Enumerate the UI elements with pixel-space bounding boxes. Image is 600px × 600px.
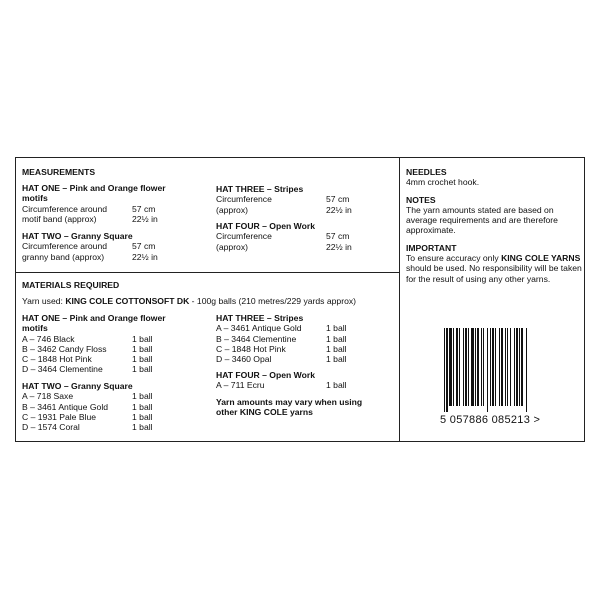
barcode-bar: [526, 328, 527, 412]
barcode-bar: [505, 328, 506, 406]
hat-four-cm: 57 cm: [326, 231, 350, 242]
item-label: D – 3464 Clementine: [22, 364, 103, 375]
list-item: [216, 380, 347, 390]
important-text: [406, 253, 582, 284]
mat-hat-one-title-line1: HAT ONE – Pink and Orange flower: [22, 313, 166, 323]
item-label: D – 3460 Opal: [216, 354, 272, 365]
list-item: [22, 344, 166, 354]
important-brand: KING COLE YARNS: [501, 253, 581, 264]
pattern-info-card: [15, 157, 585, 442]
barcode-bar: [501, 328, 503, 406]
important-heading: IMPORTANT: [406, 242, 457, 253]
materials-hat-three: [216, 313, 347, 364]
list-item: [216, 354, 347, 364]
item-qty: 1 ball: [326, 333, 347, 344]
item-qty: 1 ball: [132, 354, 153, 365]
item-label: B – 3462 Candy Floss: [22, 343, 107, 354]
hat-one-in: 22½ in: [132, 213, 158, 224]
mat-hat-four-title: HAT FOUR – Open Work: [216, 370, 315, 380]
hat-one-label-line1: Circumference around: [22, 203, 108, 214]
hat-three-title: HAT THREE – Stripes: [216, 184, 304, 194]
barcode-bar: [477, 328, 479, 406]
needles-heading: NEEDLES: [406, 167, 447, 177]
hat-four-label-line1: Circumference: [216, 231, 272, 242]
barcode-bar: [465, 328, 467, 406]
item-qty: 1 ball: [132, 401, 153, 412]
barcode-bar: [453, 328, 454, 406]
item-label: C – 1848 Hot Pink: [216, 343, 286, 354]
item-label: A – 718 Saxe: [22, 391, 74, 402]
item-label: A – 746 Black: [22, 333, 75, 344]
barcode-bar: [449, 328, 452, 406]
right-column: [406, 167, 582, 284]
hat-two-cm: 57 cm: [132, 241, 156, 252]
barcode-bar: [495, 328, 496, 406]
hat-two-label-line2: granny band (approx): [22, 251, 105, 262]
barcode-bar: [519, 328, 520, 406]
hat-one-label-line2: motif band (approx): [22, 213, 97, 224]
yarn-variation-note-line1: Yarn amounts may vary when using: [216, 397, 363, 407]
hat-three-label-line2: (approx): [216, 204, 248, 215]
item-qty: 1 ball: [326, 380, 347, 391]
needles-text: 4mm crochet hook.: [406, 177, 480, 188]
item-qty: 1 ball: [326, 323, 347, 334]
barcode-bar: [492, 328, 494, 406]
hat-three-in: 22½ in: [326, 204, 352, 215]
barcode-bars: [436, 328, 566, 414]
list-item: [22, 334, 166, 344]
barcode-bar: [507, 328, 508, 406]
list-item: [22, 354, 166, 364]
list-item: [22, 412, 153, 422]
barcode-digits: 5 057886 085213 >: [440, 414, 541, 426]
yarn-used-prefix: Yarn used:: [22, 296, 66, 306]
barcode-bar: [468, 328, 469, 406]
barcode-bar: [471, 328, 474, 406]
item-qty: 1 ball: [132, 422, 153, 433]
materials-heading: MATERIALS REQUIRED: [22, 280, 120, 290]
hat-two-label-line1: Circumference around: [22, 241, 108, 252]
hat-one-title-line1: HAT ONE – Pink and Orange flower: [22, 183, 166, 193]
column-divider: [399, 158, 400, 441]
yarn-variation-note-line2: other KING COLE yarns: [216, 407, 313, 418]
measurements-hat-two: [22, 231, 158, 262]
list-item: [216, 344, 347, 354]
hat-one-cm: 57 cm: [132, 203, 156, 214]
notes-text: The yarn amounts stated are based on average requirements and are therefore approximate.: [406, 204, 558, 236]
hat-three-cm: 57 cm: [326, 194, 350, 205]
barcode-bar: [459, 328, 460, 406]
list-item: [22, 402, 153, 412]
item-qty: 1 ball: [326, 354, 347, 365]
materials-hat-two: [22, 381, 153, 432]
barcode-bar: [483, 328, 484, 406]
item-label: C – 1931 Pale Blue: [22, 411, 97, 422]
hat-two-title: HAT TWO – Granny Square: [22, 231, 133, 241]
barcode-bar: [446, 328, 448, 412]
barcode-bar: [456, 328, 458, 406]
measurements-hat-three: [216, 184, 352, 215]
measurements-heading: MEASUREMENTS: [22, 167, 96, 177]
hat-three-label-line1: Circumference: [216, 194, 272, 205]
yarn-used-suffix: - 100g balls (210 metres/229 yards approx): [189, 296, 357, 306]
item-qty: 1 ball: [132, 391, 153, 402]
important-prefix: To ensure accuracy only: [406, 253, 502, 264]
item-qty: 1 ball: [326, 343, 347, 354]
item-label: A – 711 Ecru: [216, 380, 265, 391]
item-label: B – 3464 Clementine: [216, 333, 297, 344]
list-item: [216, 323, 347, 333]
mat-hat-three-title: HAT THREE – Stripes: [216, 313, 304, 323]
barcode-bar: [514, 328, 515, 406]
notes-heading: NOTES: [406, 194, 436, 205]
item-label: D – 1574 Coral: [22, 422, 80, 433]
hat-one-title-line2: motifs: [22, 193, 48, 204]
list-item: [22, 422, 153, 432]
barcode-bar: [510, 328, 511, 406]
hat-four-title: HAT FOUR – Open Work: [216, 221, 315, 231]
measurements-hat-four: [216, 221, 352, 252]
hat-two-in: 22½ in: [132, 251, 158, 262]
yarn-variation-note: [216, 397, 362, 418]
item-label: C – 1848 Hot Pink: [22, 354, 92, 365]
item-qty: 1 ball: [132, 364, 153, 375]
barcode-bar: [463, 328, 464, 406]
mat-hat-one-title-line2: motifs: [22, 323, 48, 334]
yarn-used-line: [22, 296, 356, 306]
item-qty: 1 ball: [132, 333, 153, 344]
item-label: B – 3461 Antique Gold: [22, 401, 109, 412]
mat-hat-two-title: HAT TWO – Granny Square: [22, 381, 133, 391]
item-qty: 1 ball: [132, 343, 153, 354]
barcode-bar: [481, 328, 482, 406]
materials-hat-four: [216, 370, 347, 391]
barcode: [436, 328, 566, 426]
item-qty: 1 ball: [132, 411, 153, 422]
list-item: [216, 334, 347, 344]
list-item: [22, 364, 166, 374]
barcode-bar: [475, 328, 476, 406]
barcode-bar: [490, 328, 491, 406]
barcode-bar: [516, 328, 518, 406]
materials-hat-one: [22, 313, 166, 375]
barcode-bar: [521, 328, 523, 406]
barcode-bar: [444, 328, 445, 412]
yarn-name: KING COLE COTTONSOFT DK: [65, 296, 190, 306]
important-suffix: should be used. No responsibility will be taken for the result of using any other yarns.: [406, 263, 582, 284]
barcode-bar: [499, 328, 500, 406]
barcode-bar: [487, 328, 488, 412]
list-item: [22, 391, 153, 401]
item-label: A – 3461 Antique Gold: [216, 323, 302, 334]
hat-four-label-line2: (approx): [216, 241, 248, 252]
measurements-hat-one: [22, 183, 166, 224]
hat-four-in: 22½ in: [326, 241, 352, 252]
section-divider: [16, 272, 399, 273]
